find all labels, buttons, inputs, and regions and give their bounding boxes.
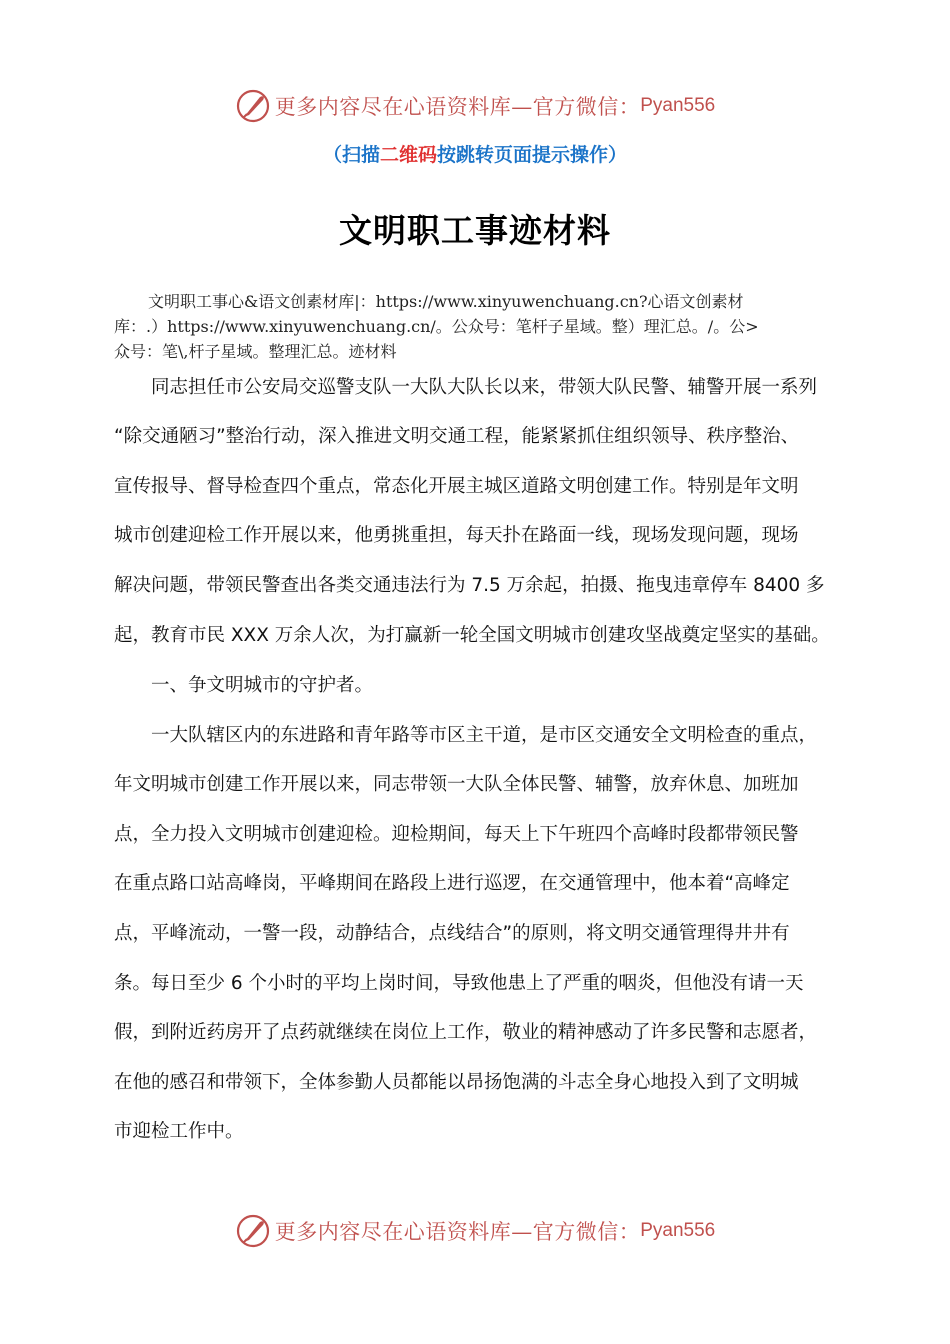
- quill-logo-icon: [235, 1213, 271, 1249]
- section-heading: 一、争文明城市的守护者。: [151, 675, 374, 696]
- paragraph-line: 起，教育市民 XXX 万余人次，为打赢新一轮全国文明城市创建攻坚战奠定坚实的基础。: [114, 625, 830, 646]
- quill-logo-icon: [235, 88, 271, 124]
- banner-text: 更多内容尽在心语资料库—官方微信：: [274, 1220, 641, 1244]
- wechat-id: Pyan556: [640, 1220, 716, 1241]
- paragraph-line: 一大队辖区内的东进路和青年路等市区主干道，是市区交通安全文明检查的重点，: [151, 725, 818, 746]
- paragraph-line: 宣传报导、督导检查四个重点，常态化开展主城区道路文明创建工作。特别是年文明: [114, 476, 799, 497]
- paragraph-line: 点，平峰流动，一警一段，动静结合，点线结合”的原则，将文明交通管理得井井有: [114, 923, 790, 944]
- paragraph-line: 市迎检工作中。: [114, 1121, 244, 1142]
- source-line: 库：.）https://www.xinyuwenchuang.cn/。公众号：笔杆子星域。整）理汇总。/。公>: [114, 317, 759, 336]
- scan-hint-rest: 按跳转页面提示操作）: [437, 144, 628, 166]
- wechat-id: Pyan556: [640, 95, 716, 116]
- paragraph-line: 解决问题，带领民警查出各类交通违法行为 7.5 万余起，拍摄、拖曳违章停车 8400 多: [114, 575, 825, 596]
- header-banner: [0, 86, 950, 126]
- source-line: 文明职工事心&语文创素材库|：https://www.xinyuwenchuang.cn?心语文创素材: [148, 292, 744, 311]
- paragraph-line: 同志担任市公安局交巡警支队一大队大队长以来，带领大队民警、辅警开展一系列: [151, 377, 818, 398]
- paragraph-line: 假，到附近药房开了点药就继续在岗位上工作，敬业的精神感动了许多民警和志愿者，: [114, 1022, 818, 1043]
- scan-hint-open: （扫描: [322, 144, 380, 166]
- document-title: 文明职工事迹材料: [339, 211, 611, 250]
- scan-qr-hint: [0, 140, 950, 167]
- paragraph-line: 在重点路口站高峰岗，平峰期间在路段上进行巡逻，在交通管理中，他本着“高峰定: [114, 873, 790, 894]
- footer-banner: [0, 1211, 950, 1251]
- banner-text: 更多内容尽在心语资料库—官方微信：: [274, 95, 641, 119]
- qr-code-link[interactable]: 二维码: [379, 144, 437, 166]
- source-line: 众号：笔\,杆子星域。整理汇总。迹材料: [114, 342, 397, 361]
- paragraph-line: 城市创建迎检工作开展以来，他勇挑重担，每天扑在路面一线，现场发现问题，现场: [114, 525, 799, 546]
- paragraph-line: 条。每日至少 6 个小时的平均上岗时间，导致他患上了严重的咽炎，但他没有请一天: [114, 973, 804, 994]
- paragraph-line: 点，全力投入文明城市创建迎检。迎检期间，每天上下午班四个高峰时段都带领民警: [114, 824, 799, 845]
- paragraph-line: 在他的感召和带领下，全体参勤人员都能以昂扬饱满的斗志全身心地投入到了文明城: [114, 1072, 799, 1093]
- paragraph-line: 年文明城市创建工作开展以来，同志带领一大队全体民警、辅警，放弃休息、加班加: [114, 774, 799, 795]
- paragraph-line: “除交通陋习”整治行动，深入推进文明交通工程，能紧紧抓住组织领导、秩序整治、: [114, 426, 800, 447]
